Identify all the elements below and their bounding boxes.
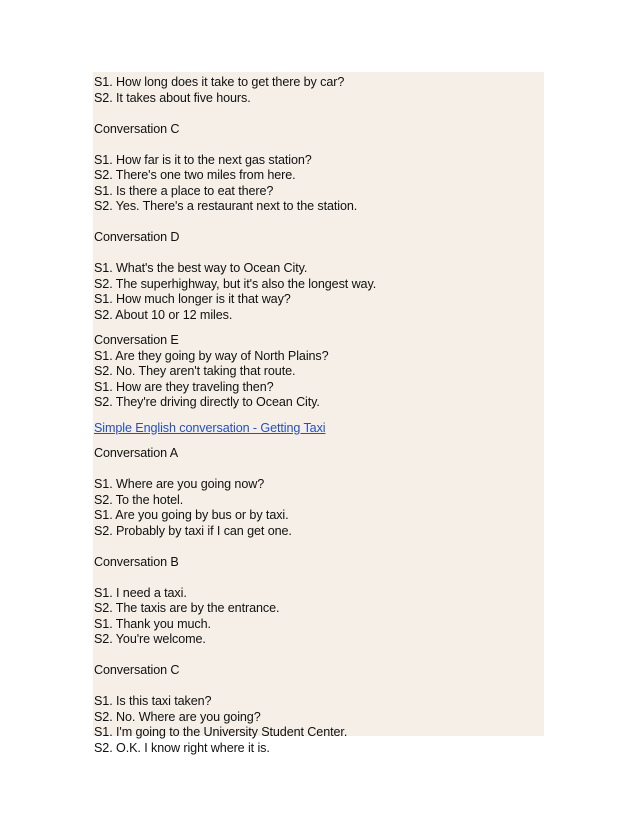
dialogue-line: S1. Is this taxi taken?	[94, 694, 212, 708]
conversation-heading: Conversation E	[94, 333, 179, 347]
conversation-heading: Conversation C	[94, 121, 180, 136]
spacer	[94, 679, 542, 695]
spacer	[94, 246, 542, 262]
dialogue-line: S2. They're driving directly to Ocean City.	[94, 395, 320, 409]
dialogue-line: S2. To the hotel.	[94, 492, 184, 507]
dialogue-line: S2. About 10 or 12 miles.	[94, 307, 233, 322]
dialogue-line: S1. I need a taxi.	[94, 585, 187, 600]
dialogue-line: S2. No. They aren't taking that route.	[94, 364, 296, 378]
dialogue-line: S2. You're welcome.	[94, 632, 206, 646]
dialogue-line: S2. Probably by taxi if I can get one.	[94, 523, 292, 538]
dialogue-line: S1. Thank you much.	[94, 616, 211, 631]
getting-taxi-link[interactable]: Simple English conversation - Getting Taxi	[94, 420, 326, 435]
dialogue-line: S1. How long does it take to get there by car?	[94, 75, 345, 89]
spacer	[94, 648, 542, 664]
spacer	[94, 137, 542, 153]
document-content	[94, 75, 542, 756]
dialogue-line: S2. O.K. I know right where it is.	[94, 740, 270, 755]
conversation-heading: Conversation D	[94, 230, 180, 244]
spacer	[94, 106, 542, 122]
dialogue-line: S2. There's one two miles from here.	[94, 168, 296, 182]
dialogue-line: S1. How are they traveling then?	[94, 379, 274, 394]
spacer	[94, 570, 542, 586]
dialogue-line: S2. It takes about five hours.	[94, 90, 251, 105]
dialogue-line: S1. What's the best way to Ocean City.	[94, 261, 308, 275]
spacer	[94, 462, 542, 478]
dialogue-line: S2. The superhighway, but it's also the longest way.	[94, 276, 377, 291]
dialogue-line: S1. Are they going by way of North Plains?	[94, 348, 329, 363]
spacer	[94, 436, 542, 446]
dialogue-line: S1. I'm going to the University Student Center.	[94, 725, 348, 739]
spacer	[94, 323, 542, 333]
dialogue-line: S1. Is there a place to eat there?	[94, 183, 274, 198]
dialogue-line: S1. How far is it to the next gas station?	[94, 152, 312, 167]
dialogue-line: S2. The taxis are by the entrance.	[94, 601, 280, 615]
dialogue-line: S2. Yes. There's a restaurant next to the station.	[94, 199, 358, 213]
dialogue-line: S1. Where are you going now?	[94, 477, 265, 491]
conversation-heading: Conversation C	[94, 663, 180, 677]
dialogue-line: S1. Are you going by bus or by taxi.	[94, 508, 289, 522]
spacer	[94, 215, 542, 231]
dialogue-line: S1. How much longer is it that way?	[94, 292, 291, 306]
conversation-heading: Conversation A	[94, 446, 179, 460]
spacer	[94, 411, 542, 421]
dialogue-line: S2. No. Where are you going?	[94, 709, 261, 724]
spacer	[94, 539, 542, 555]
conversation-heading: Conversation B	[94, 554, 179, 569]
